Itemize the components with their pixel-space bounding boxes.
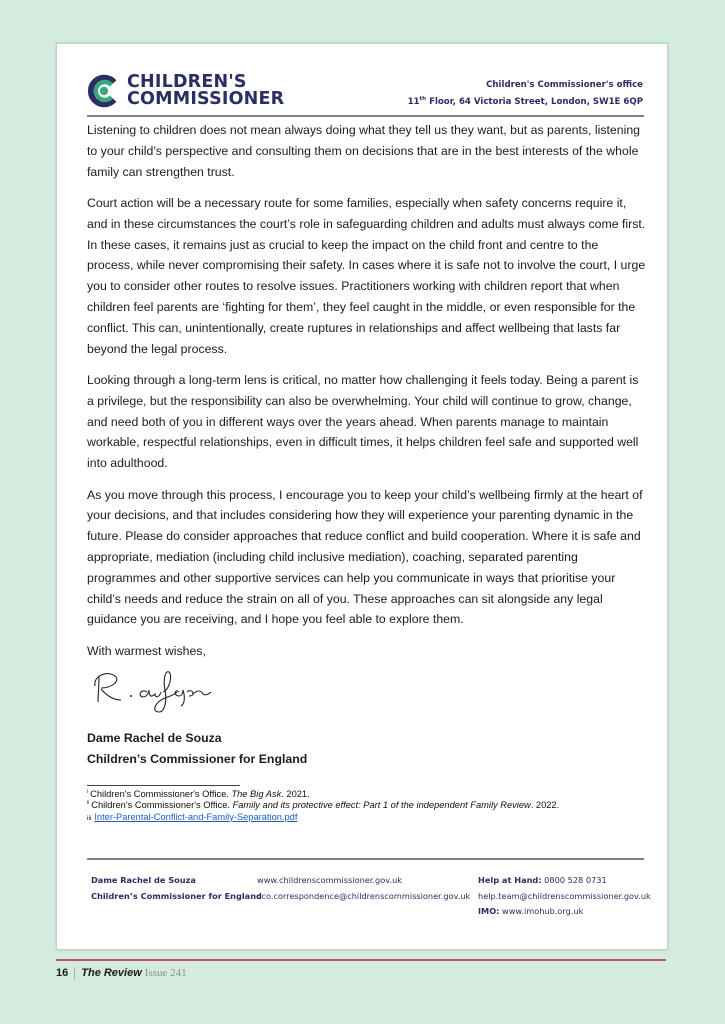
footnote-marker: iii	[87, 814, 92, 822]
footer-title: Children’s Commissioner for England	[91, 890, 262, 901]
footnote-1	[87, 789, 559, 800]
signatory-name: Dame Rachel de Souza	[87, 731, 222, 746]
signatory-title: Children’s Commissioner for England	[87, 751, 308, 766]
footer-website-link[interactable]: www.childrenscommissioner.gov.uk	[257, 875, 402, 885]
footnote-3	[87, 812, 559, 824]
letter-page	[56, 43, 668, 950]
office-name: Children's Commissioner's office	[486, 80, 643, 90]
footer-email-link[interactable]: cco.correspondence@childrenscommissioner.gov.uk	[257, 890, 471, 901]
footnote-title: Family and its protective effect: Part 1 of the independent Family Review	[232, 800, 531, 811]
footnote-source: Children's Commissioner's Office.	[91, 800, 233, 811]
header-divider	[87, 115, 644, 117]
page-footer-rule	[56, 959, 666, 961]
body-paragraph-2: Court action will be a necessary route for some families, especially when safety concerns require it, and in these circumstances the court’s role in safeguarding children and adults must always come first. In these cases, it remains just as crucial to keep the impact on the child front and centre to the process, while never compromising their safety. In cases where it is safe not to involve the court, I urge you to consider other routes to resolve issues. Practitioners working with children report that when children feel parents are ‘fighting for them’, they feel caught in the middle, or even responsible for the conflict. This can, unintentionally, create ruptures in relationships and affect wellbeing that lasts far beyond the legal process.	[87, 195, 646, 356]
help-phone: 0800 528 0731	[541, 875, 607, 885]
logo-line-1: CHILDREN'S	[127, 72, 247, 92]
office-street	[408, 94, 643, 111]
issue-number: Issue 241	[144, 967, 187, 979]
page-number: 16	[56, 967, 69, 979]
page-footer	[56, 966, 187, 980]
body-paragraph-4: As you move through this process, I encourage you to keep your child’s wellbeing firmly at the heart of your decisions, and that includes considering how they will experience your parenting dynamic in the future. Please do consider approaches that reduce conflict and build cooperation. Where it is safe and appropriate, mediation (including child inclusive mediation), coaching, separated parenting programmes and other supportive services can help you communicate in ways that prioritise your child’s needs and reduce the strain on all of you. These approaches can sit alongside any legal guidance you are receiving, and I hope you feel able to explore them.	[87, 487, 643, 627]
imo-contact	[478, 904, 651, 920]
childrens-commissioner-logo	[87, 71, 284, 111]
footer-name: Dame Rachel de Souza	[91, 875, 196, 885]
footnote-year: . 2021.	[281, 789, 310, 799]
street-address: Floor, 64 Victoria Street, London, SW1E 6QP	[426, 97, 643, 107]
floor-number: 11	[407, 97, 420, 107]
help-email-link[interactable]: help.team@childrenscommissioner.gov.uk	[478, 890, 651, 901]
footnote-divider	[87, 785, 240, 786]
logo-line-2: COMMISSIONER	[127, 89, 285, 109]
footnote-year: . 2022.	[530, 800, 560, 811]
footer-divider	[87, 858, 644, 860]
body-paragraph-1: Listening to children does not mean always doing what they tell us they want, but as parents, listening to your child’s perspective and consulting them on decisions that are in the best interests of the whole family can strengthen trust.	[87, 123, 641, 179]
handwritten-signature-icon	[89, 666, 229, 716]
office-address	[408, 77, 643, 111]
footnotes	[87, 789, 559, 824]
page-footer-separator	[74, 967, 75, 979]
children-commissioner-c-logo-icon	[87, 74, 121, 108]
footnote-2	[87, 800, 559, 811]
help-at-hand	[478, 873, 651, 889]
imo-website-link[interactable]: www.imohub.org.uk	[499, 906, 584, 916]
footer-help-contacts	[478, 873, 651, 920]
footnote-source: Children's Commissioner's Office.	[90, 789, 232, 799]
footnote-title: The Big Ask	[231, 789, 282, 799]
footnote-marker: ii	[87, 800, 90, 807]
footnote-pdf-link[interactable]: Inter-Parental-Conflict-and-Family-Separation.pdf	[94, 811, 298, 822]
body-paragraph-3: Looking through a long-term lens is critical, no matter how challenging it feels today. Being a parent is a privilege, but the responsibility can also be overwhelming. Your child will continue to grow, change, and need both of you in different ways over the years ahead. When parents manage to maintain workable, respectful relationships, even in difficult times, it helps children feel safe and supported well into adulthood.	[87, 372, 639, 471]
floor-ordinal: th	[419, 96, 427, 103]
logo-wordmark	[127, 74, 284, 108]
letter-body	[87, 120, 647, 769]
closing-line: With warmest wishes,	[87, 643, 206, 658]
help-label: Help at Hand:	[478, 875, 542, 885]
footer-signatory	[91, 873, 262, 904]
imo-label: IMO:	[478, 906, 500, 916]
footnote-marker: i	[87, 788, 89, 795]
footer-web-contacts	[257, 873, 470, 904]
magazine-title: The Review	[81, 967, 142, 979]
